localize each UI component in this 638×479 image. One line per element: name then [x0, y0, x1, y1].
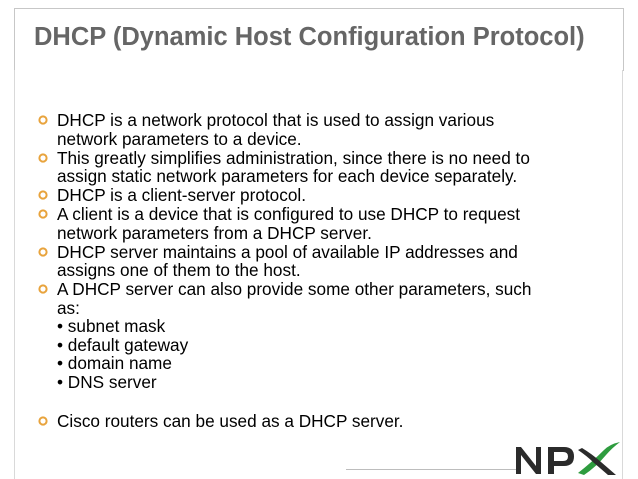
bullet-item — [38, 186, 618, 205]
sub-item-subnet-mask: • subnet mask — [57, 316, 166, 337]
orange-ring-bullet-icon — [38, 247, 48, 257]
right-frame-line — [622, 70, 623, 479]
bullet-item — [38, 243, 618, 280]
bullet-item — [38, 280, 618, 391]
orange-ring-bullet-icon — [38, 153, 48, 163]
orange-ring-bullet-icon — [38, 416, 48, 426]
left-frame-line — [14, 70, 15, 479]
slide-title: DHCP (Dynamic Host Configuration Protocol) — [34, 23, 585, 51]
footer-divider — [346, 469, 516, 470]
sub-list — [57, 317, 618, 391]
orange-ring-bullet-icon — [38, 209, 48, 219]
bullet-list — [38, 111, 618, 432]
sub-item-domain-name: • domain name — [57, 353, 172, 374]
orange-ring-bullet-icon — [38, 115, 48, 125]
npx-logo-icon — [512, 440, 624, 478]
bullet-item — [38, 111, 618, 148]
orange-ring-bullet-icon — [38, 284, 48, 294]
bullet-text: A client is a device that is configured to use DHCP to request network parameters from a DHCP server. — [57, 204, 521, 243]
bullet-text: DHCP is a client-server protocol. — [57, 185, 306, 206]
orange-ring-bullet-icon — [38, 190, 48, 200]
bullet-text: This greatly simplifies administration, since there is no need to assign static network parameters for each device separately. — [57, 147, 530, 187]
bullet-item — [38, 149, 618, 186]
bullet-item — [38, 412, 618, 431]
bullet-text: DHCP is a network protocol that is used to assign various network parameters to a device. — [57, 110, 495, 149]
sub-item-default-gateway: • default gateway — [57, 334, 189, 355]
sub-item-dns-server: • DNS server — [57, 371, 157, 392]
bullet-text: DHCP server maintains a pool of available IP addresses and assigns one of them to the host. — [57, 241, 518, 281]
bullet-text: Cisco routers can be used as a DHCP server. — [57, 411, 404, 432]
bullet-item — [38, 205, 618, 242]
bullet-text: A DHCP server can also provide some other parameters, such as: — [57, 279, 532, 318]
